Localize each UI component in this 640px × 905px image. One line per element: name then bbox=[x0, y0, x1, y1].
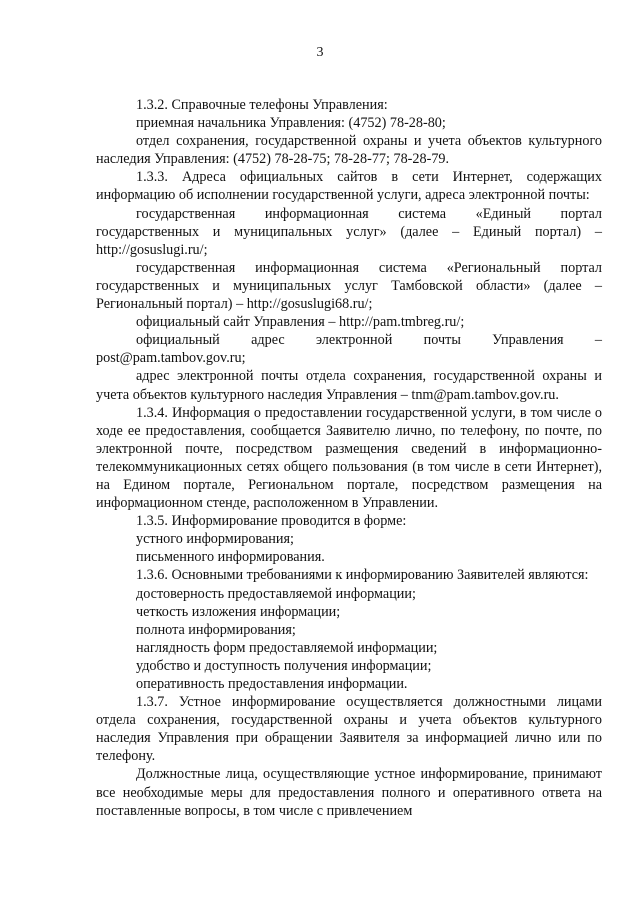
section-heading-1-3-2: 1.3.2. Справочные телефоны Управления: bbox=[136, 97, 388, 113]
section-1-3-6: 1.3.6. Основными требованиями к информированию Заявителей являются: bbox=[136, 567, 589, 584]
phone-reception: приемная начальника Управления: (4752) 78-28-80; bbox=[136, 115, 446, 132]
list-item: оперативность предоставления информации. bbox=[136, 676, 408, 692]
department-email: адрес электронной почты отдела сохранения, государственной охраны и учета объектов культурного наследия Управления – tnm@pam.tambov.gov.ru. bbox=[96, 368, 602, 403]
section-1-3-5: 1.3.5. Информирование проводится в форме: bbox=[136, 513, 407, 530]
section-1-3-7: 1.3.7. Устное информирование осуществляется должностными лицами отдела сохранения, государственной охраны и учета объектов культурного наследия Управления при обращении Заявителя за информацией лично или по телефону. bbox=[96, 694, 602, 765]
official-email: официальный адрес электронной почты Управления – post@pam.tambov.gov.ru; bbox=[96, 332, 602, 367]
document-body bbox=[96, 96, 602, 820]
list-item: письменного информирования. bbox=[136, 549, 325, 566]
official-site: официальный сайт Управления – http://pam.tmbreg.ru/; bbox=[136, 314, 465, 331]
section-1-3-3: 1.3.3. Адреса официальных сайтов в сети Интернет, содержащих информацию об исполнении государственной услуги, адреса электронной почты: bbox=[96, 169, 602, 204]
list-item: полнота информирования; bbox=[136, 621, 296, 638]
page-number: 3 bbox=[316, 45, 324, 60]
list-item: удобство и доступность получения информации; bbox=[136, 657, 432, 674]
officials-paragraph: Должностные лица, осуществляющие устное информирование, принимают все необходимые меры для предоставления полного и оперативного ответа на поставленные вопросы, в том числе с привлечением bbox=[96, 766, 602, 819]
phone-heritage-department: отдел сохранения, государственной охраны и учета объектов культурного наследия Управления: (4752) 78-28-75; 78-28-77; 78-28-79. bbox=[96, 133, 602, 168]
list-item: наглядность форм предоставляемой информации; bbox=[136, 639, 438, 656]
list-item: четкость изложения информации; bbox=[136, 603, 341, 620]
regional-portal: государственная информационная система «Региональный портал государственных и муниципальных услуг Тамбовской области» (далее – Региональный портал) – http://gosuslugi68.ru/; bbox=[96, 259, 602, 313]
section-1-3-4: 1.3.4. Информация о предоставлении государственной услуги, в том числе о ходе ее предоставления, сообщается Заявителю лично, по телефону, по почте, по электронной почте, посредством размещения сведений в информационно-телекоммуникационных сетях общего пользования (в том числе в сети Интернет), на Едином портале, Региональном портале, посредством размещения на информационном стенде, расположенном в Управлении. bbox=[96, 404, 602, 512]
unified-portal: государственная информационная система «Единый портал государственных и муниципальных услуг» (далее – Единый портал) – http://gosuslugi.ru/; bbox=[96, 205, 602, 258]
list-item: устного информирования; bbox=[136, 531, 294, 548]
list-item: достоверность предоставляемой информации; bbox=[136, 585, 416, 602]
